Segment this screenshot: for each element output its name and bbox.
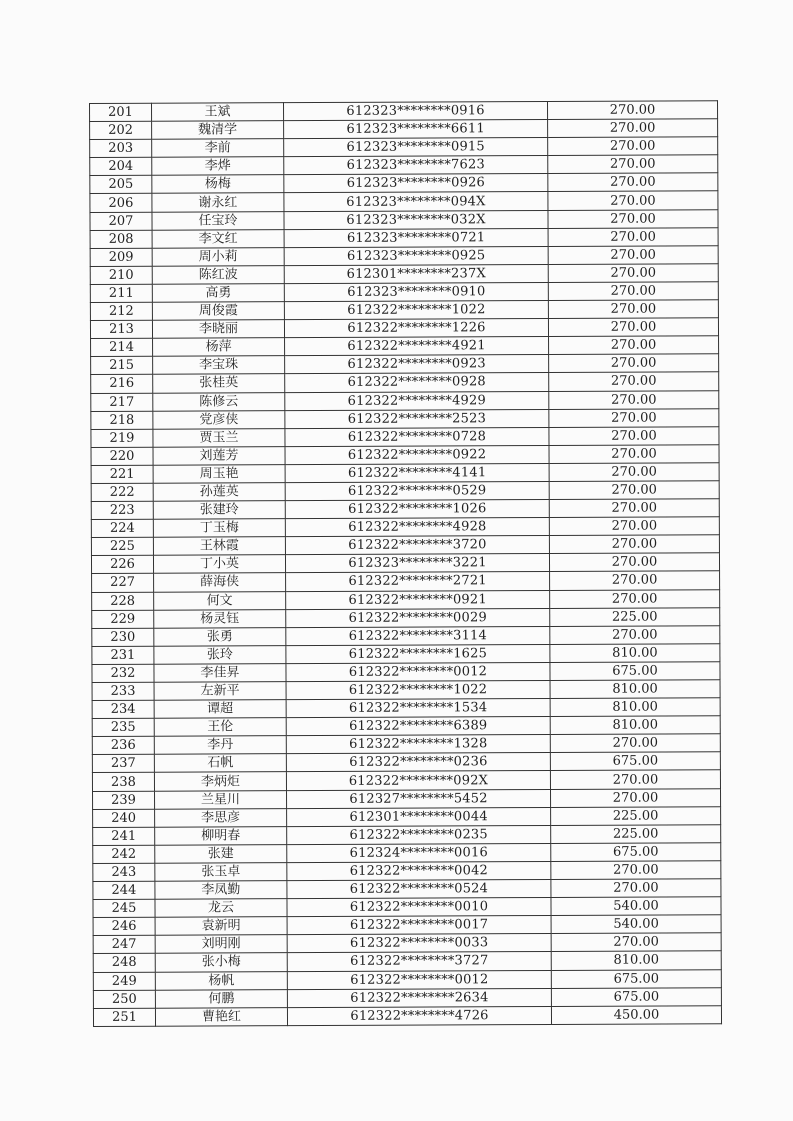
name-cell: 王斌 <box>152 103 284 122</box>
amount-cell: 810.00 <box>551 951 721 970</box>
row-number-cell: 212 <box>90 302 152 320</box>
amount-cell: 270.00 <box>548 300 718 319</box>
row-number-cell: 211 <box>90 284 152 302</box>
name-cell: 李佳昇 <box>154 664 286 683</box>
id-number-cell: 612322********2634 <box>287 988 551 1007</box>
row-number-cell: 220 <box>91 447 153 465</box>
amount-cell: 270.00 <box>551 933 721 952</box>
id-number-cell: 612324********0016 <box>287 843 551 862</box>
table-row <box>90 246 718 267</box>
id-number-cell: 612323********0721 <box>284 228 548 247</box>
name-cell: 何鹏 <box>155 989 287 1008</box>
id-number-cell: 612301********0044 <box>287 807 551 826</box>
name-cell: 党彦侠 <box>153 410 285 429</box>
table-row <box>93 933 721 954</box>
table-body <box>90 101 722 1027</box>
row-number-cell: 223 <box>91 501 153 519</box>
id-number-cell: 612323********0925 <box>284 246 548 265</box>
table-row <box>91 463 719 484</box>
row-number-cell: 208 <box>90 230 152 248</box>
name-cell: 兰星川 <box>155 790 287 809</box>
table-row <box>90 264 718 285</box>
name-cell: 石帆 <box>154 754 286 773</box>
id-number-cell: 612322********1022 <box>286 680 550 699</box>
amount-cell: 270.00 <box>550 571 720 590</box>
table-row <box>90 209 718 230</box>
table-row <box>90 191 718 212</box>
amount-cell: 270.00 <box>548 282 718 301</box>
name-cell: 张勇 <box>154 627 286 646</box>
amount-cell: 270.00 <box>549 390 719 409</box>
name-cell: 曹艳红 <box>155 1007 287 1026</box>
amount-cell: 540.00 <box>551 915 721 934</box>
amount-cell: 270.00 <box>550 625 720 644</box>
name-cell: 谢永红 <box>152 193 284 212</box>
row-number-cell: 226 <box>91 556 153 574</box>
row-number-cell: 242 <box>93 845 155 863</box>
amount-cell: 810.00 <box>550 698 720 717</box>
id-number-cell: 612322********0017 <box>287 916 551 935</box>
beneficiary-table <box>89 100 722 1027</box>
table-row <box>93 825 721 846</box>
table-row <box>93 915 721 936</box>
amount-cell: 270.00 <box>549 445 719 464</box>
id-number-cell: 612323********0915 <box>284 138 548 157</box>
table-row <box>90 119 718 140</box>
id-number-cell: 612322********2721 <box>286 572 550 591</box>
table-row <box>90 155 718 176</box>
amount-cell: 675.00 <box>550 662 720 681</box>
row-number-cell: 227 <box>92 574 154 592</box>
id-number-cell: 612323********0926 <box>284 174 548 193</box>
row-number-cell: 210 <box>90 266 152 284</box>
name-cell: 李文红 <box>152 229 284 248</box>
name-cell: 何文 <box>154 591 286 610</box>
amount-cell: 270.00 <box>549 354 719 373</box>
table-row <box>91 372 719 393</box>
row-number-cell: 219 <box>91 429 153 447</box>
name-cell: 薛海侠 <box>154 573 286 592</box>
table-row <box>93 861 721 882</box>
amount-cell: 270.00 <box>549 553 719 572</box>
name-cell: 王伦 <box>154 718 286 737</box>
table-row <box>92 734 720 755</box>
id-number-cell: 612322********0235 <box>287 825 551 844</box>
table-row <box>90 227 718 248</box>
name-cell: 杨帆 <box>155 971 287 990</box>
table-row <box>92 716 720 737</box>
name-cell: 张小梅 <box>155 953 287 972</box>
id-number-cell: 612322********0922 <box>285 445 549 464</box>
name-cell: 杨梅 <box>152 175 284 194</box>
name-cell: 左新平 <box>154 682 286 701</box>
row-number-cell: 224 <box>91 519 153 537</box>
id-number-cell: 612322********1625 <box>286 644 550 663</box>
name-cell: 刘明刚 <box>155 935 287 954</box>
table-row <box>91 336 719 357</box>
id-number-cell: 612322********0012 <box>287 970 551 989</box>
amount-cell: 270.00 <box>548 227 718 246</box>
table-row <box>93 897 721 918</box>
id-number-cell: 612322********4928 <box>285 518 549 537</box>
amount-cell: 270.00 <box>548 173 718 192</box>
row-number-cell: 229 <box>92 610 154 628</box>
row-number-cell: 206 <box>90 194 152 212</box>
id-number-cell: 612323********032X <box>284 210 548 229</box>
id-number-cell: 612323********094X <box>284 192 548 211</box>
amount-cell: 675.00 <box>551 987 721 1006</box>
id-number-cell: 612322********1226 <box>284 319 548 338</box>
amount-cell: 270.00 <box>549 517 719 536</box>
amount-cell: 270.00 <box>550 589 720 608</box>
row-number-cell: 205 <box>90 176 152 194</box>
id-number-cell: 612323********7623 <box>284 156 548 175</box>
table-row <box>92 680 720 701</box>
row-number-cell: 201 <box>90 103 152 121</box>
amount-cell: 810.00 <box>550 680 720 699</box>
name-cell: 周玉艳 <box>153 465 285 484</box>
amount-cell: 675.00 <box>551 843 721 862</box>
id-number-cell: 612327********5452 <box>287 789 551 808</box>
name-cell: 谭超 <box>154 700 286 719</box>
table-row <box>90 173 718 194</box>
table-row <box>91 354 719 375</box>
row-number-cell: 230 <box>92 628 154 646</box>
id-number-cell: 612322********1328 <box>286 735 550 754</box>
amount-cell: 270.00 <box>548 318 718 337</box>
row-number-cell: 239 <box>93 791 155 809</box>
amount-cell: 270.00 <box>551 879 721 898</box>
table-row <box>92 571 720 592</box>
row-number-cell: 218 <box>91 411 153 429</box>
id-number-cell: 612322********1534 <box>286 699 550 718</box>
amount-cell: 270.00 <box>548 137 718 156</box>
name-cell: 张建 <box>155 844 287 863</box>
table-row <box>90 282 718 303</box>
row-number-cell: 217 <box>91 393 153 411</box>
name-cell: 李宝珠 <box>153 356 285 375</box>
amount-cell: 270.00 <box>549 372 719 391</box>
id-number-cell: 612322********0524 <box>287 880 551 899</box>
id-number-cell: 612322********4726 <box>287 1006 551 1025</box>
table-row <box>91 408 719 429</box>
amount-cell: 540.00 <box>551 897 721 916</box>
row-number-cell: 240 <box>93 809 155 827</box>
amount-cell: 270.00 <box>550 788 720 807</box>
name-cell: 陈修云 <box>153 392 285 411</box>
id-number-cell: 612322********3114 <box>286 626 550 645</box>
table-row <box>92 589 720 610</box>
name-cell: 高勇 <box>152 284 284 303</box>
table-row <box>92 698 720 719</box>
row-number-cell: 225 <box>91 537 153 555</box>
row-number-cell: 234 <box>92 700 154 718</box>
table-row <box>93 806 721 827</box>
amount-cell: 270.00 <box>548 209 718 228</box>
row-number-cell: 203 <box>90 139 152 157</box>
id-number-cell: 612322********0928 <box>285 373 549 392</box>
amount-cell: 270.00 <box>548 246 718 265</box>
id-number-cell: 612322********0042 <box>287 861 551 880</box>
table-row <box>92 607 720 628</box>
amount-cell: 225.00 <box>551 806 721 825</box>
table-row <box>93 987 721 1008</box>
row-number-cell: 231 <box>92 646 154 664</box>
amount-cell: 270.00 <box>549 463 719 482</box>
table-row <box>93 879 721 900</box>
id-number-cell: 612322********4929 <box>285 391 549 410</box>
amount-cell: 270.00 <box>549 426 719 445</box>
row-number-cell: 216 <box>91 375 153 393</box>
amount-cell: 270.00 <box>550 734 720 753</box>
table-row <box>90 137 718 158</box>
id-number-cell: 612322********3727 <box>287 952 551 971</box>
amount-cell: 270.00 <box>548 191 718 210</box>
table-row <box>93 951 721 972</box>
table-row <box>91 553 719 574</box>
amount-cell: 270.00 <box>549 481 719 500</box>
table-row <box>92 662 720 683</box>
name-cell: 周小莉 <box>152 247 284 266</box>
amount-cell: 270.00 <box>551 861 721 880</box>
amount-cell: 225.00 <box>550 607 720 626</box>
row-number-cell: 236 <box>92 737 154 755</box>
row-number-cell: 209 <box>90 248 152 266</box>
name-cell: 李晓丽 <box>152 320 284 339</box>
amount-cell: 270.00 <box>549 408 719 427</box>
amount-cell: 810.00 <box>550 644 720 663</box>
name-cell: 刘莲芳 <box>153 446 285 465</box>
table-row <box>91 445 719 466</box>
row-number-cell: 232 <box>92 664 154 682</box>
name-cell: 孙莲英 <box>153 483 285 502</box>
id-number-cell: 612322********0728 <box>285 427 549 446</box>
row-number-cell: 245 <box>93 899 155 917</box>
id-number-cell: 612322********4141 <box>285 463 549 482</box>
name-cell: 张玲 <box>154 645 286 664</box>
table-row <box>91 535 719 556</box>
name-cell: 李前 <box>152 139 284 158</box>
amount-cell: 810.00 <box>550 716 720 735</box>
table-row <box>91 426 719 447</box>
table-row <box>93 1005 721 1026</box>
row-number-cell: 249 <box>93 972 155 990</box>
id-number-cell: 612322********4921 <box>285 337 549 356</box>
amount-cell: 675.00 <box>550 752 720 771</box>
name-cell: 李烨 <box>152 157 284 176</box>
id-number-cell: 612322********0921 <box>286 590 550 609</box>
id-number-cell: 612323********3221 <box>285 554 549 573</box>
table-row <box>91 517 719 538</box>
row-number-cell: 215 <box>91 357 153 375</box>
amount-cell: 270.00 <box>548 119 718 138</box>
row-number-cell: 247 <box>93 936 155 954</box>
row-number-cell: 233 <box>92 682 154 700</box>
row-number-cell: 243 <box>93 863 155 881</box>
id-number-cell: 612322********2523 <box>285 409 549 428</box>
id-number-cell: 612322********0236 <box>286 753 550 772</box>
id-number-cell: 612322********0029 <box>286 608 550 627</box>
name-cell: 李丹 <box>154 736 286 755</box>
id-number-cell: 612322********1022 <box>284 301 548 320</box>
name-cell: 陈红波 <box>152 265 284 284</box>
name-cell: 柳明春 <box>155 826 287 845</box>
id-number-cell: 612323********0910 <box>284 282 548 301</box>
id-number-cell: 612322********3720 <box>285 536 549 555</box>
amount-cell: 270.00 <box>548 155 718 174</box>
row-number-cell: 214 <box>91 338 153 356</box>
table-row <box>92 752 720 773</box>
table-row <box>91 481 719 502</box>
row-number-cell: 207 <box>90 212 152 230</box>
row-number-cell: 228 <box>92 592 154 610</box>
id-number-cell: 612322********0010 <box>287 898 551 917</box>
amount-cell: 450.00 <box>551 1005 721 1024</box>
row-number-cell: 250 <box>93 990 155 1008</box>
row-number-cell: 238 <box>92 773 154 791</box>
row-number-cell: 248 <box>93 954 155 972</box>
id-number-cell: 612323********0916 <box>284 101 548 120</box>
amount-cell: 270.00 <box>549 535 719 554</box>
name-cell: 丁玉梅 <box>153 519 285 538</box>
name-cell: 丁小英 <box>153 555 285 574</box>
table-row <box>92 625 720 646</box>
row-number-cell: 235 <box>92 718 154 736</box>
name-cell: 周俊霞 <box>152 302 284 321</box>
name-cell: 张建玲 <box>153 501 285 520</box>
row-number-cell: 244 <box>93 881 155 899</box>
name-cell: 王林霞 <box>153 537 285 556</box>
name-cell: 杨萍 <box>153 338 285 357</box>
table-row <box>92 770 720 791</box>
amount-cell: 270.00 <box>549 336 719 355</box>
name-cell: 龙云 <box>155 899 287 918</box>
row-number-cell: 213 <box>90 320 152 338</box>
table-row <box>93 788 721 809</box>
table-row <box>93 969 721 990</box>
id-number-cell: 612322********0012 <box>286 662 550 681</box>
row-number-cell: 237 <box>92 755 154 773</box>
amount-cell: 270.00 <box>547 101 717 120</box>
id-number-cell: 612322********0923 <box>285 355 549 374</box>
name-cell: 张桂英 <box>153 374 285 393</box>
name-cell: 任宝玲 <box>152 211 284 230</box>
amount-cell: 270.00 <box>550 770 720 789</box>
table-row <box>93 843 721 864</box>
amount-cell: 675.00 <box>551 969 721 988</box>
amount-cell: 225.00 <box>551 825 721 844</box>
name-cell: 李凤勤 <box>155 881 287 900</box>
id-number-cell: 612301********237X <box>284 264 548 283</box>
table-row <box>90 101 718 122</box>
row-number-cell: 251 <box>93 1008 155 1026</box>
row-number-cell: 241 <box>93 827 155 845</box>
id-number-cell: 612322********0529 <box>285 481 549 500</box>
name-cell: 袁新明 <box>155 917 287 936</box>
row-number-cell: 204 <box>90 158 152 176</box>
name-cell: 李思彦 <box>155 808 287 827</box>
amount-cell: 270.00 <box>548 264 718 283</box>
row-number-cell: 202 <box>90 121 152 139</box>
name-cell: 张玉卓 <box>155 863 287 882</box>
id-number-cell: 612322********6389 <box>286 717 550 736</box>
table-row <box>90 300 718 321</box>
name-cell: 魏清学 <box>152 121 284 140</box>
name-cell: 杨灵钰 <box>154 609 286 628</box>
id-number-cell: 612323********6611 <box>284 120 548 139</box>
id-number-cell: 612322********092X <box>286 771 550 790</box>
table-row <box>92 644 720 665</box>
row-number-cell: 246 <box>93 917 155 935</box>
amount-cell: 270.00 <box>549 499 719 518</box>
table-row <box>91 390 719 411</box>
row-number-cell: 221 <box>91 465 153 483</box>
table-row <box>90 318 718 339</box>
name-cell: 贾玉兰 <box>153 428 285 447</box>
id-number-cell: 612322********0033 <box>287 934 551 953</box>
name-cell: 李炳炬 <box>154 772 286 791</box>
id-number-cell: 612322********1026 <box>285 500 549 519</box>
row-number-cell: 222 <box>91 483 153 501</box>
table-row <box>91 499 719 520</box>
